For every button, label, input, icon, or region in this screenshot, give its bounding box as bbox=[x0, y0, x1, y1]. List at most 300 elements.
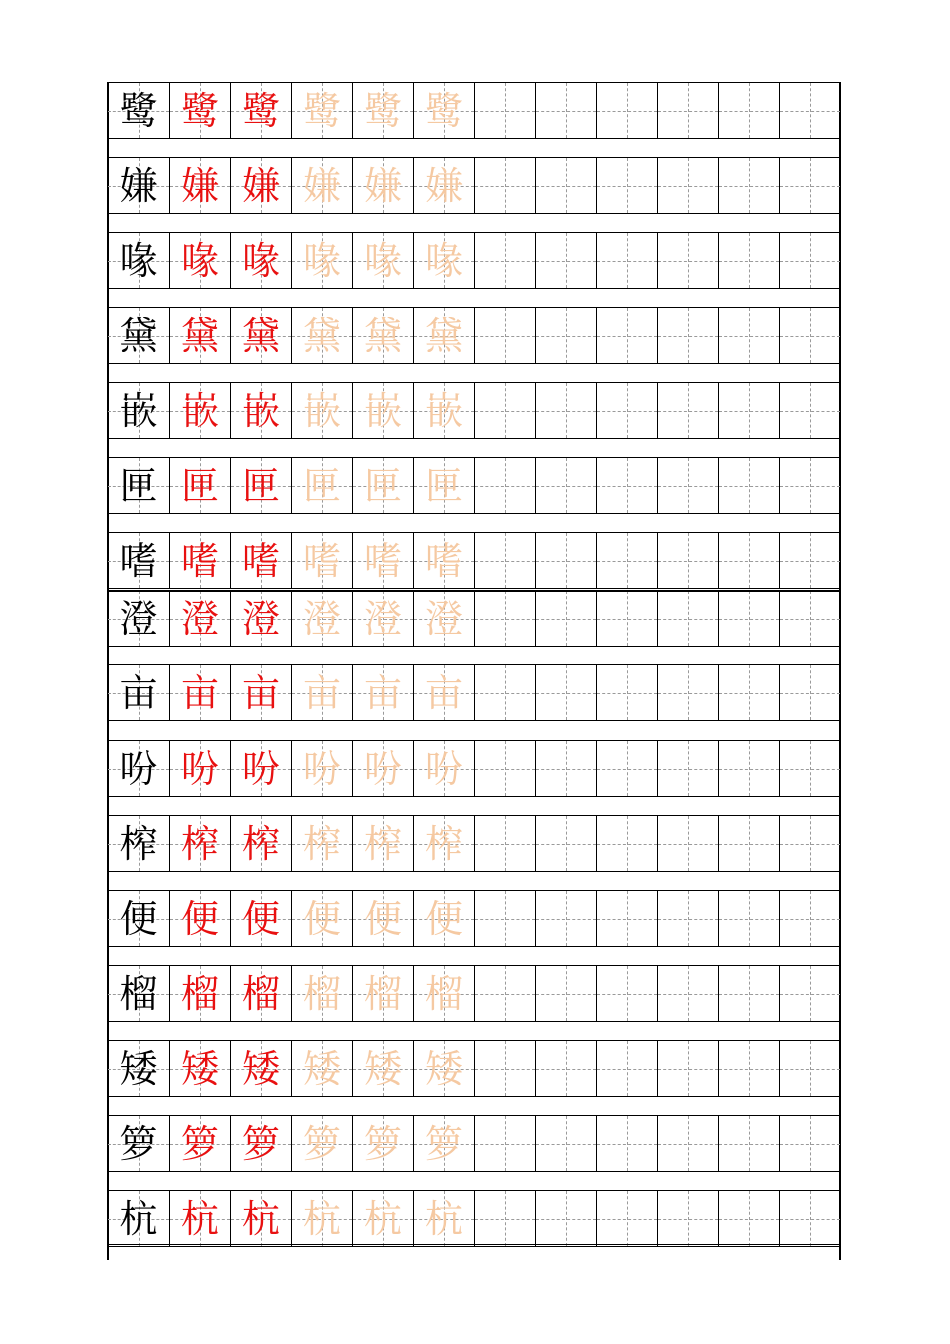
trace-character: 吩 bbox=[302, 746, 341, 791]
red-copy-cell bbox=[230, 891, 291, 946]
blank-writing-cell[interactable] bbox=[596, 83, 657, 138]
blank-writing-cell[interactable] bbox=[474, 233, 535, 288]
red-copy-character: 榴 bbox=[180, 971, 219, 1016]
blank-writing-cell[interactable] bbox=[535, 665, 596, 720]
blank-writing-cell[interactable] bbox=[657, 1191, 718, 1246]
blank-writing-cell[interactable] bbox=[474, 665, 535, 720]
practice-row bbox=[108, 157, 840, 214]
blank-writing-cell[interactable] bbox=[596, 891, 657, 946]
trace-cell bbox=[291, 233, 352, 288]
red-copy-character: 嫌 bbox=[241, 163, 280, 208]
trace-character: 榨 bbox=[363, 821, 402, 866]
practice-row bbox=[108, 815, 840, 872]
trace-character: 便 bbox=[302, 896, 341, 941]
blank-writing-cell[interactable] bbox=[718, 1041, 779, 1096]
red-copy-cell bbox=[169, 1116, 230, 1171]
blank-writing-cell[interactable] bbox=[718, 891, 779, 946]
model-cell bbox=[108, 591, 169, 646]
red-copy-character: 榨 bbox=[241, 821, 280, 866]
blank-writing-cell[interactable] bbox=[535, 308, 596, 363]
trace-cell bbox=[413, 533, 474, 588]
red-copy-cell bbox=[169, 1041, 230, 1096]
blank-writing-cell[interactable] bbox=[657, 383, 718, 438]
trace-character: 矮 bbox=[363, 1046, 402, 1091]
blank-writing-cell[interactable] bbox=[535, 891, 596, 946]
model-character: 澄 bbox=[119, 596, 158, 641]
trace-cell bbox=[413, 741, 474, 796]
practice-row bbox=[108, 590, 840, 647]
trace-character: 榨 bbox=[424, 821, 463, 866]
red-copy-character: 黛 bbox=[180, 313, 219, 358]
practice-row bbox=[108, 232, 840, 289]
trace-cell bbox=[352, 591, 413, 646]
trace-cell bbox=[352, 1191, 413, 1246]
model-character: 嫌 bbox=[119, 163, 158, 208]
trace-character: 嗜 bbox=[363, 538, 402, 583]
blank-writing-cell[interactable] bbox=[596, 308, 657, 363]
trace-character: 黛 bbox=[363, 313, 402, 358]
blank-writing-cell[interactable] bbox=[535, 383, 596, 438]
trace-cell bbox=[413, 458, 474, 513]
blank-writing-cell[interactable] bbox=[535, 458, 596, 513]
blank-writing-cell[interactable] bbox=[779, 1191, 840, 1246]
model-cell bbox=[108, 158, 169, 213]
trace-character: 亩 bbox=[424, 670, 463, 715]
model-character: 鹭 bbox=[119, 88, 158, 133]
trace-character: 杭 bbox=[424, 1196, 463, 1241]
blank-writing-cell[interactable] bbox=[779, 83, 840, 138]
trace-character: 喙 bbox=[302, 238, 341, 283]
trace-character: 嵌 bbox=[363, 388, 402, 433]
red-copy-character: 喙 bbox=[241, 238, 280, 283]
trace-cell bbox=[413, 1191, 474, 1246]
trace-cell bbox=[352, 308, 413, 363]
blank-writing-cell[interactable] bbox=[718, 458, 779, 513]
red-copy-cell bbox=[230, 308, 291, 363]
trace-cell bbox=[291, 533, 352, 588]
trace-character: 榨 bbox=[302, 821, 341, 866]
model-cell bbox=[108, 233, 169, 288]
blank-writing-cell[interactable] bbox=[596, 233, 657, 288]
trace-cell bbox=[413, 891, 474, 946]
blank-writing-cell[interactable] bbox=[779, 233, 840, 288]
model-cell bbox=[108, 383, 169, 438]
blank-writing-cell[interactable] bbox=[779, 966, 840, 1021]
trace-cell bbox=[352, 966, 413, 1021]
red-copy-character: 嵌 bbox=[241, 388, 280, 433]
red-copy-cell bbox=[230, 966, 291, 1021]
trace-cell bbox=[291, 83, 352, 138]
practice-row bbox=[108, 82, 840, 139]
red-copy-character: 亩 bbox=[241, 670, 280, 715]
trace-cell bbox=[352, 665, 413, 720]
red-copy-character: 矮 bbox=[241, 1046, 280, 1091]
trace-character: 澄 bbox=[363, 596, 402, 641]
blank-writing-cell[interactable] bbox=[474, 1191, 535, 1246]
practice-row bbox=[108, 740, 840, 797]
red-copy-character: 嫌 bbox=[180, 163, 219, 208]
red-copy-cell bbox=[230, 458, 291, 513]
model-character: 喙 bbox=[119, 238, 158, 283]
red-copy-cell bbox=[169, 741, 230, 796]
blank-writing-cell[interactable] bbox=[596, 741, 657, 796]
blank-writing-cell[interactable] bbox=[535, 1191, 596, 1246]
trace-cell bbox=[291, 308, 352, 363]
trace-cell bbox=[352, 233, 413, 288]
blank-writing-cell[interactable] bbox=[535, 591, 596, 646]
red-copy-cell bbox=[230, 591, 291, 646]
blank-writing-cell[interactable] bbox=[535, 1116, 596, 1171]
blank-writing-cell[interactable] bbox=[657, 741, 718, 796]
red-copy-cell bbox=[230, 816, 291, 871]
blank-writing-cell[interactable] bbox=[718, 83, 779, 138]
red-copy-cell bbox=[230, 1041, 291, 1096]
blank-writing-cell[interactable] bbox=[596, 665, 657, 720]
red-copy-character: 便 bbox=[180, 896, 219, 941]
trace-cell bbox=[413, 233, 474, 288]
blank-writing-cell[interactable] bbox=[718, 1191, 779, 1246]
model-character: 匣 bbox=[119, 463, 158, 508]
model-cell bbox=[108, 665, 169, 720]
model-cell bbox=[108, 458, 169, 513]
red-copy-character: 澄 bbox=[241, 596, 280, 641]
model-cell bbox=[108, 83, 169, 138]
trace-cell bbox=[352, 1116, 413, 1171]
trace-cell bbox=[413, 591, 474, 646]
red-copy-character: 黛 bbox=[241, 313, 280, 358]
blank-writing-cell[interactable] bbox=[535, 158, 596, 213]
blank-writing-cell[interactable] bbox=[474, 1116, 535, 1171]
trace-character: 黛 bbox=[302, 313, 341, 358]
blank-writing-cell[interactable] bbox=[596, 1191, 657, 1246]
trace-cell bbox=[413, 665, 474, 720]
trace-cell bbox=[291, 458, 352, 513]
blank-writing-cell[interactable] bbox=[657, 891, 718, 946]
trace-cell bbox=[352, 83, 413, 138]
practice-row bbox=[108, 457, 840, 514]
blank-writing-cell[interactable] bbox=[657, 816, 718, 871]
red-copy-cell bbox=[230, 158, 291, 213]
model-character: 便 bbox=[119, 896, 158, 941]
red-copy-character: 鹭 bbox=[180, 88, 219, 133]
trace-character: 箩 bbox=[363, 1121, 402, 1166]
blank-writing-cell[interactable] bbox=[657, 665, 718, 720]
blank-writing-cell[interactable] bbox=[474, 741, 535, 796]
practice-row bbox=[108, 307, 840, 364]
trace-cell bbox=[352, 533, 413, 588]
blank-writing-cell[interactable] bbox=[718, 233, 779, 288]
blank-writing-cell[interactable] bbox=[779, 891, 840, 946]
trace-character: 榴 bbox=[363, 971, 402, 1016]
blank-writing-cell[interactable] bbox=[718, 158, 779, 213]
blank-writing-cell[interactable] bbox=[779, 533, 840, 588]
blank-writing-cell[interactable] bbox=[779, 591, 840, 646]
model-cell bbox=[108, 1041, 169, 1096]
next-row-stub bbox=[108, 1244, 840, 1260]
red-copy-cell bbox=[230, 83, 291, 138]
red-copy-character: 匣 bbox=[180, 463, 219, 508]
blank-writing-cell[interactable] bbox=[718, 665, 779, 720]
trace-character: 鹭 bbox=[363, 88, 402, 133]
blank-writing-cell[interactable] bbox=[657, 966, 718, 1021]
practice-row bbox=[108, 965, 840, 1022]
trace-character: 嫌 bbox=[424, 163, 463, 208]
red-copy-cell bbox=[230, 1191, 291, 1246]
red-copy-cell bbox=[169, 1191, 230, 1246]
red-copy-cell bbox=[169, 591, 230, 646]
model-character: 箩 bbox=[119, 1121, 158, 1166]
blank-writing-cell[interactable] bbox=[474, 966, 535, 1021]
red-copy-cell bbox=[169, 891, 230, 946]
model-cell bbox=[108, 1191, 169, 1246]
blank-writing-cell[interactable] bbox=[718, 383, 779, 438]
red-copy-character: 杭 bbox=[180, 1196, 219, 1241]
blank-writing-cell[interactable] bbox=[657, 308, 718, 363]
trace-cell bbox=[291, 591, 352, 646]
model-character: 矮 bbox=[119, 1046, 158, 1091]
red-copy-character: 榨 bbox=[180, 821, 219, 866]
model-cell bbox=[108, 741, 169, 796]
model-cell bbox=[108, 816, 169, 871]
blank-writing-cell[interactable] bbox=[535, 741, 596, 796]
red-copy-character: 矮 bbox=[180, 1046, 219, 1091]
trace-character: 澄 bbox=[424, 596, 463, 641]
blank-writing-cell[interactable] bbox=[779, 665, 840, 720]
trace-character: 嫌 bbox=[363, 163, 402, 208]
red-copy-cell bbox=[230, 1116, 291, 1171]
trace-cell bbox=[291, 383, 352, 438]
trace-cell bbox=[291, 1041, 352, 1096]
red-copy-cell bbox=[169, 83, 230, 138]
trace-character: 鹭 bbox=[424, 88, 463, 133]
model-character: 杭 bbox=[119, 1196, 158, 1241]
trace-cell bbox=[413, 816, 474, 871]
model-character: 亩 bbox=[119, 670, 158, 715]
trace-character: 嗜 bbox=[302, 538, 341, 583]
trace-cell bbox=[413, 383, 474, 438]
trace-character: 匣 bbox=[363, 463, 402, 508]
red-copy-cell bbox=[230, 533, 291, 588]
blank-writing-cell[interactable] bbox=[718, 308, 779, 363]
trace-character: 匣 bbox=[302, 463, 341, 508]
blank-writing-cell[interactable] bbox=[718, 591, 779, 646]
blank-writing-cell[interactable] bbox=[657, 158, 718, 213]
blank-writing-cell[interactable] bbox=[718, 741, 779, 796]
trace-cell bbox=[291, 1116, 352, 1171]
red-copy-cell bbox=[169, 158, 230, 213]
red-copy-cell bbox=[230, 233, 291, 288]
trace-cell bbox=[291, 665, 352, 720]
blank-writing-cell[interactable] bbox=[779, 158, 840, 213]
practice-row bbox=[108, 1040, 840, 1097]
red-copy-cell bbox=[230, 665, 291, 720]
blank-writing-cell[interactable] bbox=[779, 458, 840, 513]
red-copy-cell bbox=[169, 383, 230, 438]
blank-writing-cell[interactable] bbox=[474, 591, 535, 646]
trace-cell bbox=[413, 1116, 474, 1171]
blank-writing-cell[interactable] bbox=[596, 458, 657, 513]
red-copy-character: 便 bbox=[241, 896, 280, 941]
trace-character: 亩 bbox=[363, 670, 402, 715]
trace-character: 榴 bbox=[302, 971, 341, 1016]
trace-character: 箩 bbox=[302, 1121, 341, 1166]
blank-writing-cell[interactable] bbox=[474, 458, 535, 513]
blank-writing-cell[interactable] bbox=[657, 591, 718, 646]
trace-character: 杭 bbox=[302, 1196, 341, 1241]
model-cell bbox=[108, 533, 169, 588]
trace-cell bbox=[352, 1041, 413, 1096]
trace-cell bbox=[352, 383, 413, 438]
trace-character: 嗜 bbox=[424, 538, 463, 583]
model-cell bbox=[108, 966, 169, 1021]
blank-writing-cell[interactable] bbox=[596, 1041, 657, 1096]
blank-writing-cell[interactable] bbox=[657, 233, 718, 288]
blank-writing-cell[interactable] bbox=[718, 533, 779, 588]
trace-cell bbox=[413, 158, 474, 213]
red-copy-character: 鹭 bbox=[241, 88, 280, 133]
blank-writing-cell[interactable] bbox=[596, 533, 657, 588]
red-copy-character: 箩 bbox=[241, 1121, 280, 1166]
trace-cell bbox=[291, 816, 352, 871]
blank-writing-cell[interactable] bbox=[718, 1116, 779, 1171]
blank-writing-cell[interactable] bbox=[474, 308, 535, 363]
trace-character: 吩 bbox=[363, 746, 402, 791]
trace-cell bbox=[352, 458, 413, 513]
blank-writing-cell[interactable] bbox=[596, 966, 657, 1021]
trace-cell bbox=[413, 966, 474, 1021]
blank-writing-cell[interactable] bbox=[596, 1116, 657, 1171]
trace-character: 澄 bbox=[302, 596, 341, 641]
trace-character: 便 bbox=[424, 896, 463, 941]
red-copy-character: 榴 bbox=[241, 971, 280, 1016]
trace-character: 匣 bbox=[424, 463, 463, 508]
trace-character: 喙 bbox=[424, 238, 463, 283]
blank-writing-cell[interactable] bbox=[779, 308, 840, 363]
blank-writing-cell[interactable] bbox=[535, 533, 596, 588]
model-character: 嵌 bbox=[119, 388, 158, 433]
blank-writing-cell[interactable] bbox=[657, 1041, 718, 1096]
red-copy-character: 澄 bbox=[180, 596, 219, 641]
trace-cell bbox=[291, 891, 352, 946]
red-copy-cell bbox=[169, 458, 230, 513]
trace-cell bbox=[413, 83, 474, 138]
red-copy-character: 喙 bbox=[180, 238, 219, 283]
blank-writing-cell[interactable] bbox=[718, 816, 779, 871]
practice-row bbox=[108, 382, 840, 439]
blank-writing-cell[interactable] bbox=[779, 1041, 840, 1096]
red-copy-cell bbox=[230, 741, 291, 796]
blank-writing-cell[interactable] bbox=[535, 816, 596, 871]
trace-character: 亩 bbox=[302, 670, 341, 715]
trace-cell bbox=[291, 741, 352, 796]
trace-character: 嫌 bbox=[302, 163, 341, 208]
trace-cell bbox=[352, 891, 413, 946]
red-copy-character: 嵌 bbox=[180, 388, 219, 433]
red-copy-character: 亩 bbox=[180, 670, 219, 715]
model-character: 黛 bbox=[119, 313, 158, 358]
blank-writing-cell[interactable] bbox=[596, 591, 657, 646]
red-copy-character: 箩 bbox=[180, 1121, 219, 1166]
trace-cell bbox=[413, 1041, 474, 1096]
blank-writing-cell[interactable] bbox=[657, 83, 718, 138]
practice-row bbox=[108, 890, 840, 947]
trace-character: 矮 bbox=[424, 1046, 463, 1091]
blank-writing-cell[interactable] bbox=[474, 83, 535, 138]
blank-writing-cell[interactable] bbox=[535, 233, 596, 288]
blank-writing-cell[interactable] bbox=[474, 383, 535, 438]
red-copy-cell bbox=[169, 665, 230, 720]
blank-writing-cell[interactable] bbox=[596, 383, 657, 438]
red-copy-cell bbox=[169, 308, 230, 363]
blank-writing-cell[interactable] bbox=[474, 1041, 535, 1096]
red-copy-character: 吩 bbox=[180, 746, 219, 791]
red-copy-character: 嗜 bbox=[241, 538, 280, 583]
red-copy-character: 杭 bbox=[241, 1196, 280, 1241]
trace-character: 矮 bbox=[302, 1046, 341, 1091]
red-copy-cell bbox=[169, 816, 230, 871]
practice-row bbox=[108, 1190, 840, 1247]
red-copy-cell bbox=[169, 966, 230, 1021]
blank-writing-cell[interactable] bbox=[657, 458, 718, 513]
trace-character: 榴 bbox=[424, 971, 463, 1016]
trace-character: 鹭 bbox=[302, 88, 341, 133]
blank-writing-cell[interactable] bbox=[474, 891, 535, 946]
trace-character: 喙 bbox=[363, 238, 402, 283]
model-cell bbox=[108, 891, 169, 946]
blank-writing-cell[interactable] bbox=[779, 383, 840, 438]
model-character: 榴 bbox=[119, 971, 158, 1016]
blank-writing-cell[interactable] bbox=[474, 816, 535, 871]
blank-writing-cell[interactable] bbox=[779, 1116, 840, 1171]
practice-row bbox=[108, 664, 840, 721]
model-character: 榨 bbox=[119, 821, 158, 866]
blank-writing-cell[interactable] bbox=[657, 1116, 718, 1171]
trace-cell bbox=[291, 158, 352, 213]
blank-writing-cell[interactable] bbox=[535, 966, 596, 1021]
red-copy-character: 吩 bbox=[241, 746, 280, 791]
trace-cell bbox=[352, 158, 413, 213]
blank-writing-cell[interactable] bbox=[535, 83, 596, 138]
blank-writing-cell[interactable] bbox=[779, 816, 840, 871]
trace-character: 箩 bbox=[424, 1121, 463, 1166]
trace-cell bbox=[291, 1191, 352, 1246]
blank-writing-cell[interactable] bbox=[474, 533, 535, 588]
trace-cell bbox=[291, 966, 352, 1021]
trace-character: 嵌 bbox=[424, 388, 463, 433]
model-cell bbox=[108, 308, 169, 363]
red-copy-cell bbox=[230, 383, 291, 438]
trace-character: 便 bbox=[363, 896, 402, 941]
trace-character: 吩 bbox=[424, 746, 463, 791]
blank-writing-cell[interactable] bbox=[535, 1041, 596, 1096]
blank-writing-cell[interactable] bbox=[779, 741, 840, 796]
model-character: 嗜 bbox=[119, 538, 158, 583]
practice-row bbox=[108, 1115, 840, 1172]
blank-writing-cell[interactable] bbox=[474, 158, 535, 213]
model-character: 吩 bbox=[119, 746, 158, 791]
blank-writing-cell[interactable] bbox=[657, 533, 718, 588]
trace-character: 嵌 bbox=[302, 388, 341, 433]
practice-row bbox=[108, 532, 840, 589]
trace-cell bbox=[413, 308, 474, 363]
blank-writing-cell[interactable] bbox=[596, 816, 657, 871]
trace-cell bbox=[352, 741, 413, 796]
trace-character: 杭 bbox=[363, 1196, 402, 1241]
blank-writing-cell[interactable] bbox=[596, 158, 657, 213]
trace-character: 黛 bbox=[424, 313, 463, 358]
red-copy-cell bbox=[169, 533, 230, 588]
blank-writing-cell[interactable] bbox=[718, 966, 779, 1021]
